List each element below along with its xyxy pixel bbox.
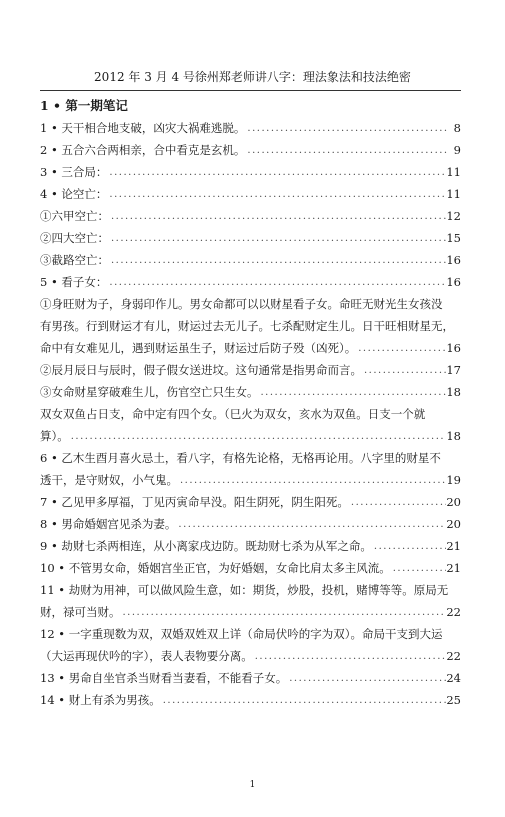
toc-entry[interactable] [40,689,461,711]
dot-leader [245,119,449,139]
toc-page-number: 21 [446,539,461,553]
toc-entry-line [40,139,461,161]
toc-entry-text: 2 • 五合六合两相亲，合中看克是玄机。 [40,143,246,157]
dot-leader [109,251,446,271]
toc-entry-text: 算）。 [40,429,69,443]
toc-entry-line [40,491,461,513]
toc-entry-text: 9 • 劫财七杀两相连，从小离家戌边防。既劫财七杀为从军之命。 [40,539,372,553]
dot-leader [178,471,446,491]
toc-entry-text: 12 • 一字重现数为双，双婚双姓双上详（命局伏吟的字为双）。命局干支到大运 [40,627,443,641]
toc-entry[interactable] [40,139,461,161]
toc-entry[interactable] [40,381,461,403]
toc-page-number: 15 [446,231,461,245]
toc-entry[interactable] [40,403,461,447]
toc-entry-line [40,689,461,711]
toc-entry[interactable] [40,161,461,183]
toc-page-number: 19 [446,473,461,487]
toc-page-number: 12 [446,209,461,223]
toc-entry[interactable] [40,491,461,513]
dot-leader [107,273,446,293]
table-of-contents [40,117,461,711]
toc-entry[interactable] [40,359,461,381]
toc-entry-line [40,337,461,359]
toc-page-number: 17 [446,363,461,377]
toc-entry[interactable] [40,271,461,293]
toc-entry-text: 4 • 论空亡： [40,187,108,201]
dot-leader [107,185,446,205]
toc-entry-text: 财，禄可当财。 [40,605,121,619]
toc-page-number: 24 [446,671,461,685]
header-rule [40,90,461,91]
toc-entry-line [40,205,461,227]
dot-leader [245,141,449,161]
dot-leader [259,383,447,403]
toc-entry-text: 6 • 乙木生酉月喜火忌土，看八字，有格先论格，无格再论用。八字里的财星不 [40,451,441,465]
toc-entry-text: 有男孩。行到财运才有儿，财运过去无儿子。七杀配财定生儿。日干旺相财星无， [40,319,454,333]
toc-entry-text: 3 • 三合局： [40,165,108,179]
toc-entry-text: ①身旺财为子，身弱印作儿。男女命都可以以财星看子女。命旺无财光生女孩没 [40,297,443,311]
toc-entry-line [40,359,461,381]
toc-page-number: 18 [446,429,461,443]
toc-page-number: 16 [446,341,461,355]
toc-entry-text: ②辰月辰日与辰时，假子假女送进坟。这句通常是指男命而言。 [40,363,362,377]
toc-entry-text: 14 • 财上有杀为男孩。 [40,693,161,707]
toc-entry-text: ③女命财星穿破难生儿，伤官空亡只生女。 [40,385,259,399]
page-number: 1 [249,780,256,790]
toc-entry[interactable] [40,205,461,227]
toc-entry[interactable] [40,557,461,579]
toc-entry-line [40,227,461,249]
dot-leader [109,207,446,227]
toc-entry-text: 11 • 劫财为用神，可以做风险生意，如：期货，炒股，投机，赌博等等。原局无 [40,583,449,597]
toc-entry[interactable] [40,623,461,667]
toc-entry-line [40,469,461,491]
toc-page-number: 16 [446,253,461,267]
dot-leader [372,537,446,557]
toc-entry-text: 透干，是守财奴，小气鬼。 [40,473,178,487]
toc-entry-line [40,117,461,139]
toc-entry-text: 10 • 不管男女命，婚姻宫坐正官，为好婚姻，女命比肩太多主风流。 [40,561,391,575]
toc-page-number: 18 [446,385,461,399]
toc-entry[interactable] [40,667,461,689]
toc-entry-line [40,601,461,623]
toc-entry-line [40,249,461,271]
toc-entry-line [40,183,461,205]
toc-entry-text: 双女双鱼占日支，命中定有四个女。（巳火为双女，亥水为双鱼。日支一个就 [40,407,426,421]
toc-entry-line [40,271,461,293]
toc-entry-line [40,535,461,557]
toc-entry-text: 命中有女难见儿，遇到财运虽生子，财运过后防子殁（凶死）。 [40,341,357,355]
toc-entry-line [40,557,461,579]
dot-leader [107,163,446,183]
toc-page-number: 21 [446,561,461,575]
toc-entry-text: 1 • 天干相合地支破，凶灾大祸难逃脱。 [40,121,246,135]
toc-entry[interactable] [40,513,461,535]
dot-leader [362,361,446,381]
toc-entry-text: ②四大空亡： [40,231,109,245]
page-header: 2012 年 3 月 4 号徐州郑老师讲八字：理法象法和技法绝密 [94,70,411,84]
toc-page-number: 20 [446,495,461,509]
toc-page-number: 16 [446,275,461,289]
toc-page-number: 8 [453,121,461,135]
toc-entry-text: ①六甲空亡： [40,209,109,223]
toc-entry-line [40,381,461,403]
toc-page-number: 20 [446,517,461,531]
toc-entry[interactable] [40,117,461,139]
toc-entry-text: 5 • 看子女： [40,275,108,289]
toc-entry-line [40,425,461,447]
toc-entry[interactable] [40,227,461,249]
toc-page-number: 9 [453,143,461,157]
toc-page-number: 22 [446,649,461,663]
toc-page-number: 11 [446,187,461,201]
toc-page-number: 22 [446,605,461,619]
dot-leader [253,647,447,667]
toc-page-number: 25 [446,693,461,707]
toc-entry-text: 7 • 乙见甲多厚福，丁见丙寅命早没。阳生阴死，阴生阳死。 [40,495,349,509]
dot-leader [176,515,446,535]
dot-leader [356,339,446,359]
dot-leader [161,691,447,711]
dot-leader [287,669,446,689]
toc-entry-line [40,645,461,667]
dot-leader [69,427,447,447]
toc-entry[interactable] [40,183,461,205]
toc-entry-line [40,667,461,689]
dot-leader [349,493,446,513]
toc-entry[interactable] [40,579,461,623]
toc-entry-text: 8 • 男命婚姻宫见杀为妻。 [40,517,177,531]
toc-entry-text: ③截路空亡： [40,253,109,267]
dot-leader [391,559,447,579]
toc-entry[interactable] [40,535,461,557]
toc-entry[interactable] [40,293,461,359]
toc-entry[interactable] [40,447,461,491]
dot-leader [121,603,447,623]
section-title: 1 • 第一期笔记 [40,98,128,113]
toc-entry-text: （大运再现伏吟的字），表人表物要分离。 [40,649,253,663]
toc-entry-text: 13 • 男命自坐官杀当财看当妻看，不能看子女。 [40,671,288,685]
dot-leader [109,229,446,249]
toc-entry[interactable] [40,249,461,271]
toc-page-number: 11 [446,165,461,179]
toc-entry-line [40,161,461,183]
toc-entry-line [40,513,461,535]
